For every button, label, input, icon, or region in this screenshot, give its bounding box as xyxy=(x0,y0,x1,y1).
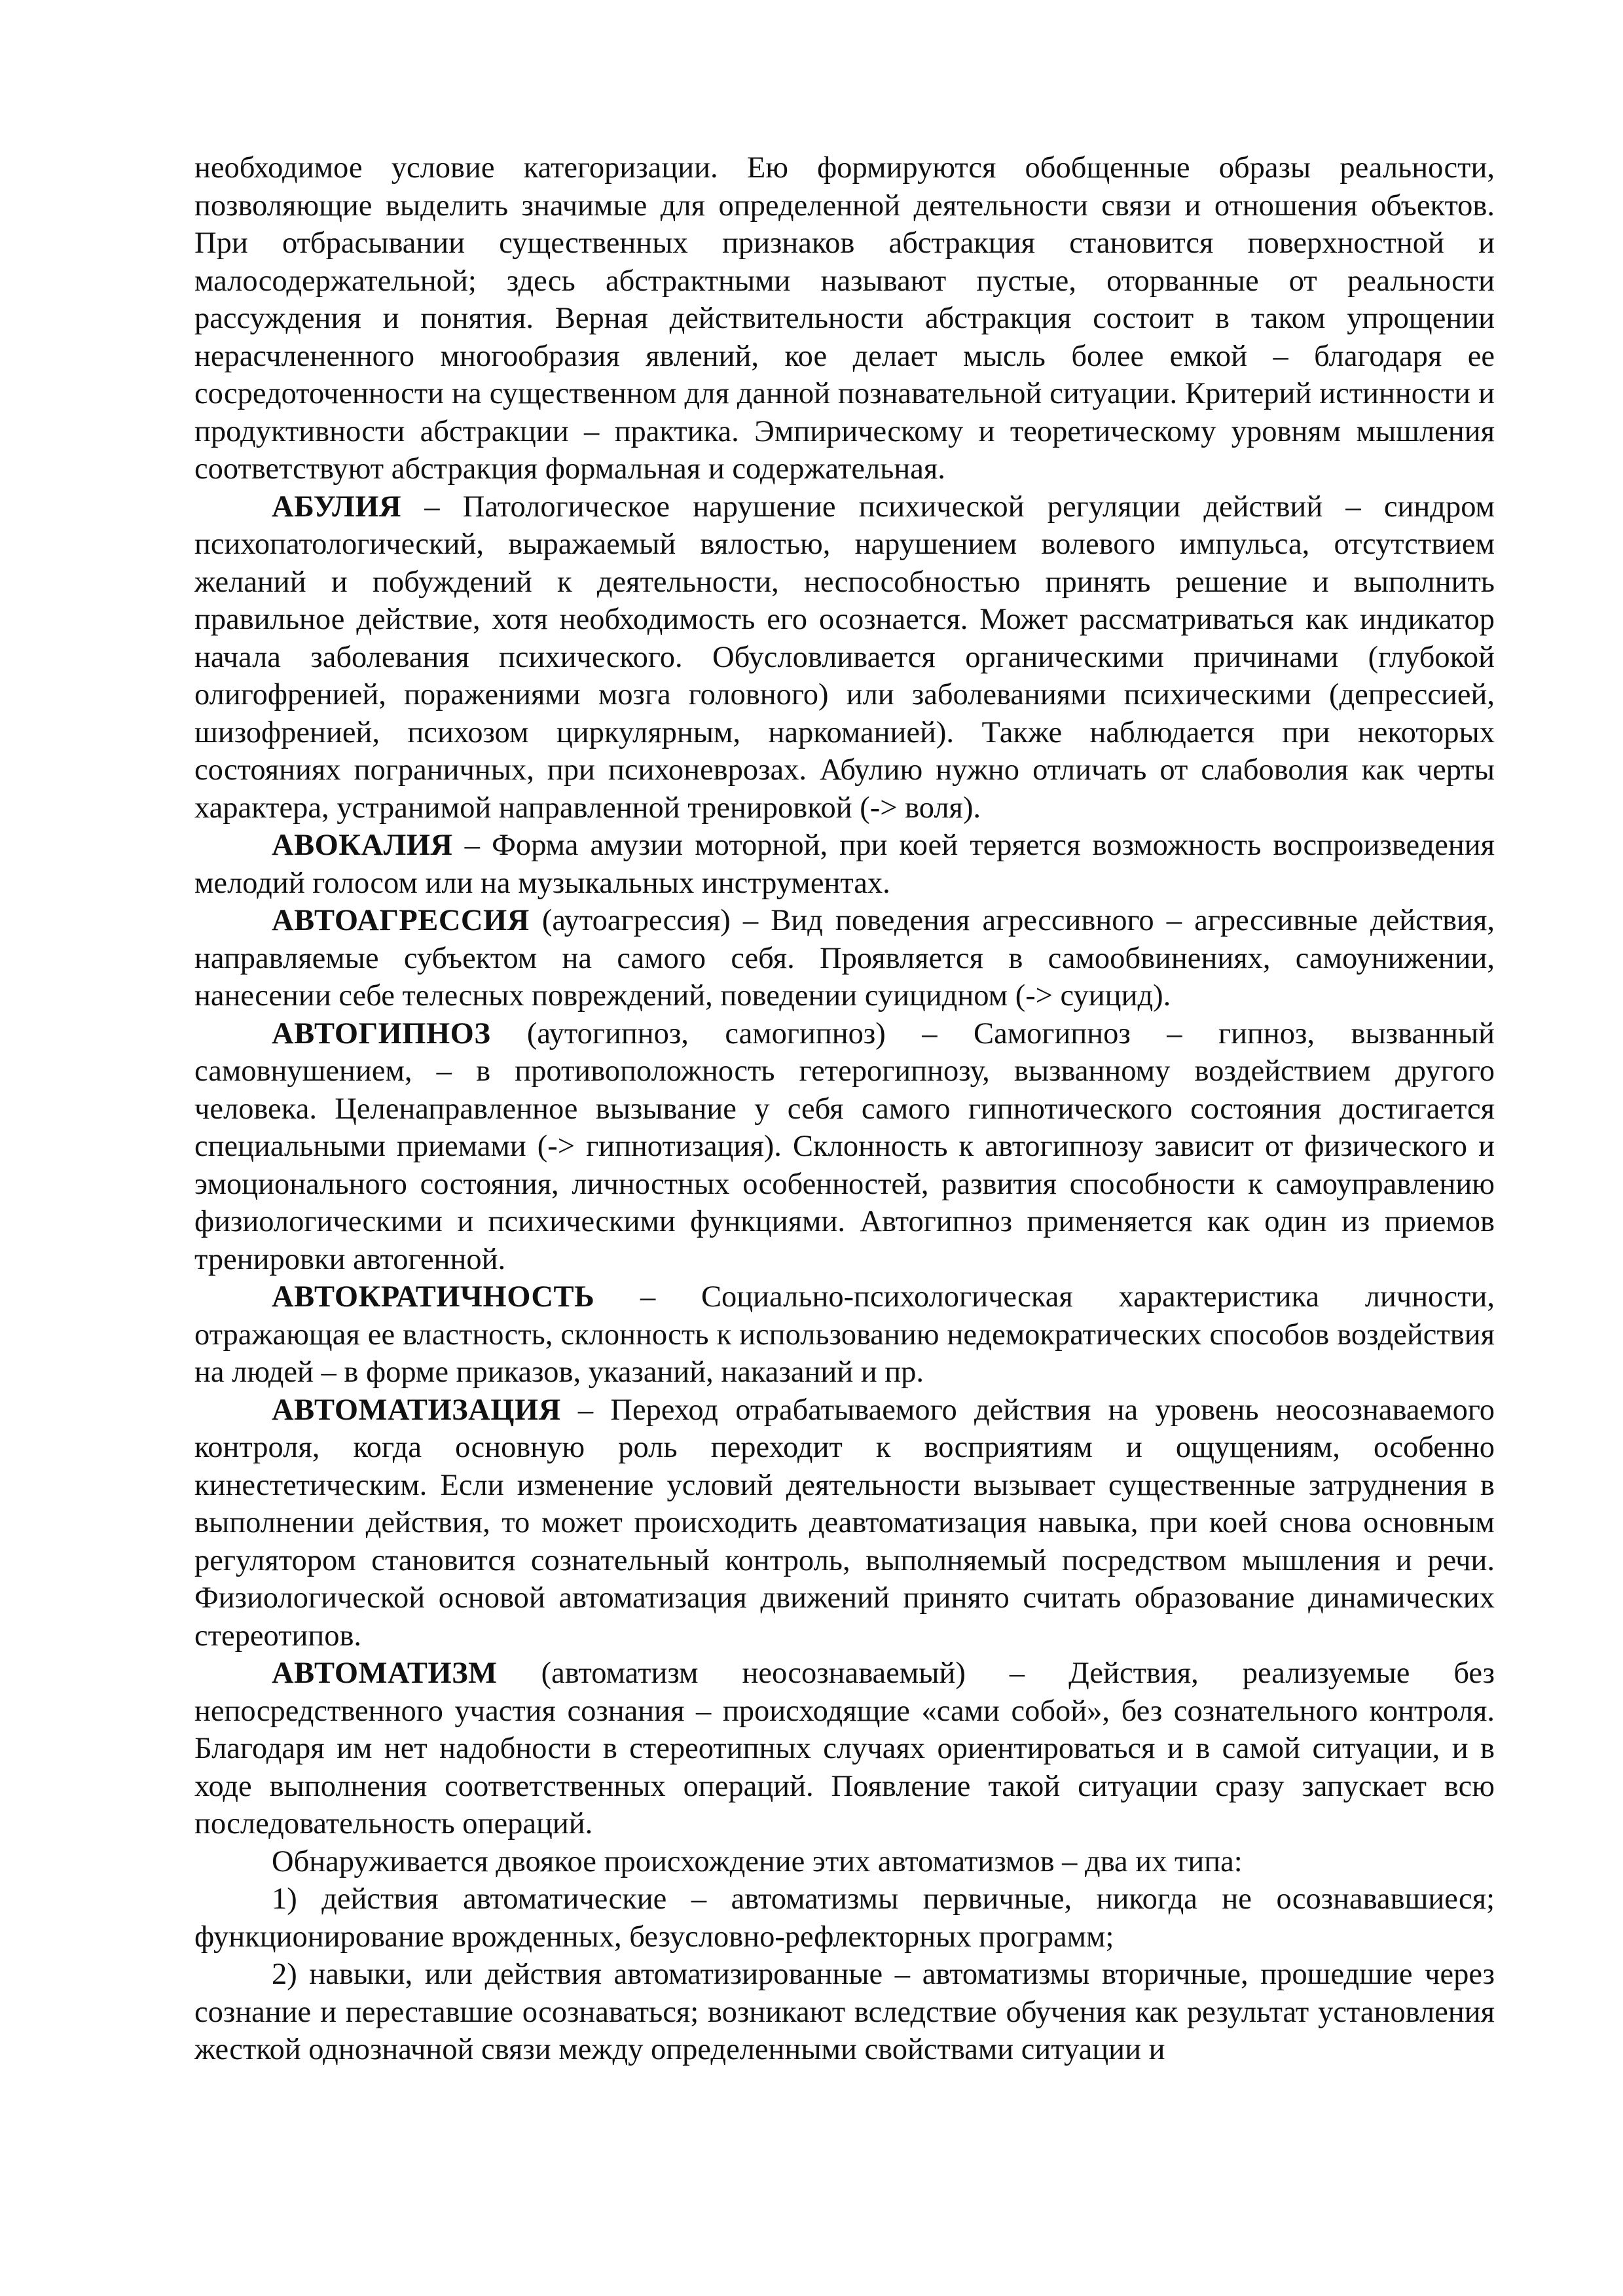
entry-definition: – Переход отрабатываемого действия на уровень неосознаваемого контроля, когда основную роль переходит к восприятиям и ощущениям, особенно кинестетическим. Если изменение условий деятельности вызывает существенные затруднения в выполнении действия, то может происходить деавтоматизация навыка, при коей снова основным регулятором становится сознательный контроль, выполняемый посредством мышления и речи. Физиологической основой автоматизация движений принято считать образование динамических стереотипов. xyxy=(194,1393,1495,1653)
entry-abulia xyxy=(194,488,1495,827)
entry-term: АВТОМАТИЗМ xyxy=(272,1657,498,1690)
entry-term: АБУЛИЯ xyxy=(272,490,402,524)
entry-definition: – Патологическое нарушение психической регуляции действий – синдром психопатологический, выражаемый вялостью, нарушением волевого импульса, отсутствием желаний и побуждений к деятельности, неспособностью принять решение и выполнить правильное действие, хотя необходимость его осознается. Может рассматриваться как индикатор начала заболевания психического. Обусловливается органическими причинами (глубокой олигофренией, поражениями мозга головного) или заболеваниями психическими (депрессией, шизофренией, психозом циркулярным, наркоманией). Также наблюдается при некоторых состояниях пограничных, при психоневрозах. Абулию нужно отличать от слабоволия как черты характера, устранимой направленной тренировкой (-> воля). xyxy=(194,490,1495,825)
paragraph-text: необходимое условие категоризации. Ею формируются обобщенные образы реальности, позволяющие выделить значимые для определенной деятельности связи и отношения объектов. При отбрасывании существенных признаков абстракция становится поверхностной и малосодержательной; здесь абстрактными называют пустые, оторванные от реальности рассуждения и понятия. Верная действительности абстракция состоит в таком упрощении нерасчлененного многообразия явлений, кое делает мысль более емкой – благодаря ее сосредоточенности на существенном для данной познавательной ситуации. Критерий истинности и продуктивности абстракции – практика. Эмпирическому и теоретическому уровням мышления соответствуют абстракция формальная и содержательная. xyxy=(194,151,1495,486)
entry-definition: – Социально-психологическая характеристика личности, отражающая ее властность, склонность к использованию недемократических способов воздействия на людей – в форме приказов, указаний, наказаний и пр. xyxy=(194,1280,1495,1389)
list-item-skills xyxy=(194,1956,1495,2069)
list-item-automatic-actions xyxy=(194,1880,1495,1956)
paragraph-text: 2) навыки, или действия автоматизированные – автоматизмы вторичные, прошедшие через сознание и переставшие осознаваться; возникают вследствие обучения как результат установления жесткой однозначной связи между определенными свойствами ситуации и xyxy=(194,1958,1495,2066)
entry-automatism xyxy=(194,1655,1495,1843)
document-page xyxy=(194,149,1495,2069)
entry-term: АВТОМАТИЗАЦИЯ xyxy=(272,1393,561,1427)
entry-definition: – Форма амузии моторной, при коей теряется возможность воспроизведения мелодий голосом или на музыкальных инструментах. xyxy=(194,829,1495,900)
entry-term: АВТОГИПНОЗ xyxy=(272,1016,491,1050)
entry-term: АВТОКРАТИЧНОСТЬ xyxy=(272,1280,595,1314)
entry-autoaggression xyxy=(194,902,1495,1015)
entry-term: АВТОАГРЕССИЯ xyxy=(272,904,530,937)
entry-automatization xyxy=(194,1391,1495,1655)
entry-autocracy xyxy=(194,1278,1495,1391)
entry-autohypnosis xyxy=(194,1015,1495,1279)
entry-avokalia xyxy=(194,827,1495,902)
paragraph-text: 1) действия автоматические – автоматизмы первичные, никогда не осознававшиеся; функционирование врожденных, безусловно-рефлекторных программ; xyxy=(194,1882,1495,1954)
paragraph-text: Обнаруживается двоякое происхождение этих автоматизмов – два их типа: xyxy=(272,1844,1243,1878)
paragraph-abstraction-continued xyxy=(194,149,1495,488)
entry-definition: (автоматизм неосознаваемый) – Действия, реализуемые без непосредственного участия сознания – происходящие «сами собой», без сознательного контроля. Благодаря им нет надобности в стереотипных случаях ориентироваться и в самой ситуации, и в ходе выполнения соответственных операций. Появление такой ситуации сразу запускает всю последовательность операций. xyxy=(194,1657,1495,1840)
entry-definition: (аутоагрессия) – Вид поведения агрессивного – агрессивные действия, направляемые субъектом на самого себя. Проявляется в самообвинениях, самоунижении, нанесении себе телесных повреждений, поведении суицидном (-> суицид). xyxy=(194,904,1495,1013)
paragraph-automatism-types-intro xyxy=(194,1843,1495,1881)
entry-term: АВОКАЛИЯ xyxy=(272,829,453,862)
entry-definition: (аутогипноз, самогипноз) – Самогипноз – гипноз, вызванный самовнушением, – в противоположность гетерогипнозу, вызванному воздействием другого человека. Целенаправленное вызывание у себя самого гипнотического состояния достигается специальными приемами (-> гипнотизация). Склонность к автогипнозу зависит от физического и эмоционального состояния, личностных особенностей, развития способности к самоуправлению физиологическими и психическими функциями. Автогипноз применяется как один из приемов тренировки автогенной. xyxy=(194,1016,1495,1276)
